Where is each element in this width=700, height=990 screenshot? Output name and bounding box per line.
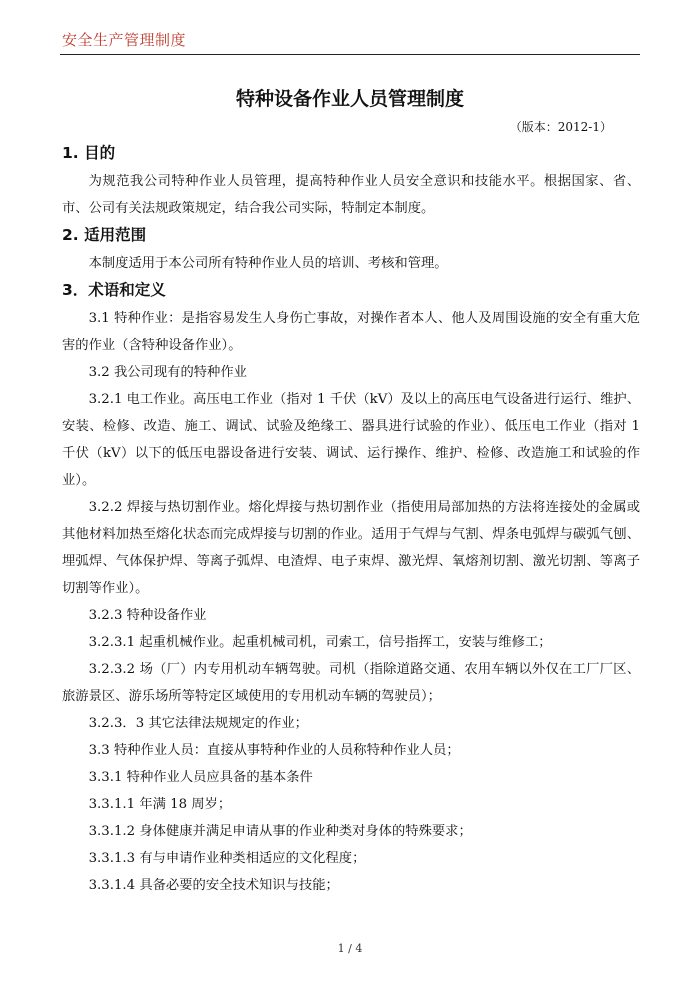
paragraph: 3.2 我公司现有的特种作业 <box>88 365 247 380</box>
paragraph: 3.2.3 特种设备作业 <box>88 608 207 623</box>
page-number: 1 / 4 <box>337 942 363 955</box>
paragraph: 3.2.1 电工作业。高压电工作业（指对 1 千伏（kV）及以上的高压电气设备进行运行、维护、安装、检修、改造、施工、调试、试验及绝缘工、器具进行试验的作业）、低压电工作业（指对 1 千伏（kV）以下的低压电器设备进行安装、调试、运行操作、维护、检修、改造施工和试验的作业）。 <box>62 392 640 488</box>
version-label: （版本：2012-1） <box>509 120 612 134</box>
header-text: 安全生产管理制度 <box>62 31 187 49</box>
paragraph: 3.3.1 特种作业人员应具备的基本条件 <box>88 770 313 785</box>
section-heading-purpose: 1. 目的 <box>62 144 116 162</box>
section-heading-terms: 3．术语和定义 <box>62 281 166 299</box>
paragraph: 3.1 特种作业：是指容易发生人身伤亡事故，对操作者本人、他人及周围设施的安全有重大危害的作业（含特种设备作业）。 <box>62 311 640 353</box>
paragraph: 3.3.1.1 年满 18 周岁； <box>88 797 232 812</box>
page-header <box>60 28 640 55</box>
paragraph: 为规范我公司特种作业人员管理，提高特种作业人员安全意识和技能水平。根据国家、省、市、公司有关法规政策规定，结合我公司实际，特制定本制度。 <box>62 174 640 216</box>
paragraph: 3.3.1.3 有与申请作业种类相适应的文化程度； <box>88 851 366 866</box>
paragraph: 本制度适用于本公司所有特种作业人员的培训、考核和管理。 <box>88 256 448 271</box>
document-title: 特种设备作业人员管理制度 <box>235 88 464 110</box>
paragraph: 3.3.1.2 身体健康并满足申请从事的作业种类对身体的特殊要求； <box>88 824 472 839</box>
paragraph: 3.2.2 焊接与热切割作业。熔化焊接与热切割作业（指使用局部加热的方法将连接处的金属或其他材料加热至熔化状态而完成焊接与切割的作业。适用于气焊与气割、焊条电弧焊与碳弧气刨、埋弧焊、气体保护焊、等离子弧焊、电渣焊、电子束焊、激光焊、氧熔剂切割、激光切割、等离子切割等作业）。 <box>62 500 640 596</box>
paragraph: 3.2.3．3 其它法律法规规定的作业； <box>88 716 308 731</box>
paragraph: 3.3 特种作业人员：直接从事特种作业的人员称特种作业人员； <box>88 743 460 758</box>
document-body <box>62 140 640 899</box>
paragraph: 3.2.3.2 场（厂）内专用机动车辆驾驶。司机（指除道路交通、农用车辆以外仅在工厂厂区、旅游景区、游乐场所等特定区域使用的专用机动车辆的驾驶员）； <box>62 662 640 704</box>
paragraph: 3.3.1.4 具备必要的安全技术知识与技能； <box>88 878 339 893</box>
paragraph: 3.2.3.1 起重机械作业。起重机械司机，司索工，信号指挥工，安装与维修工； <box>88 635 552 650</box>
section-heading-scope: 2. 适用范围 <box>62 226 147 244</box>
